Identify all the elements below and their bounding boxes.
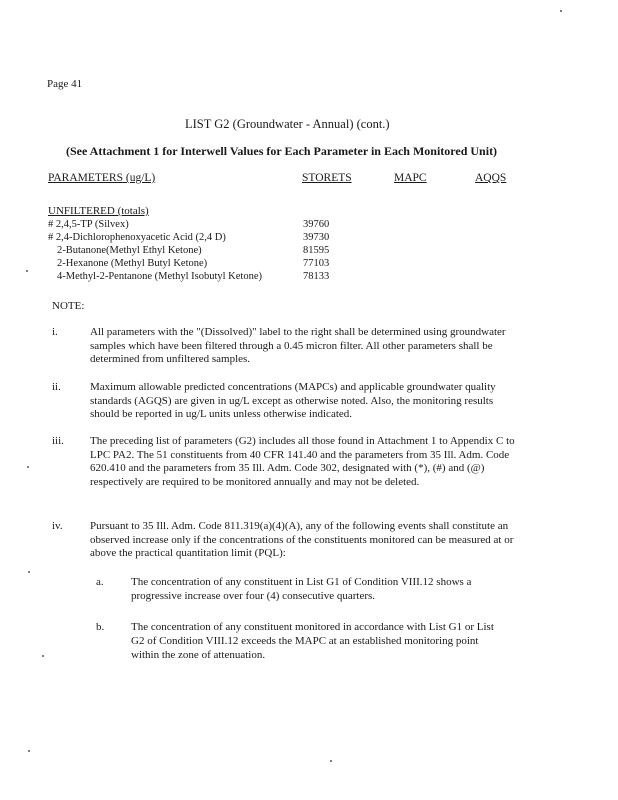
list-title: LIST G2 (Groundwater - Annual) (cont.) bbox=[185, 117, 390, 131]
note-marker: iv. bbox=[52, 520, 63, 532]
page-number: Page 41 bbox=[47, 78, 83, 90]
note-item bbox=[52, 381, 532, 423]
column-header-parameters: PARAMETERS (ug/L) bbox=[48, 172, 156, 184]
parameter-name: # 2,4,5-TP (Silvex) bbox=[48, 219, 129, 230]
scan-speck bbox=[42, 655, 44, 657]
scan-speck bbox=[28, 750, 30, 752]
sub-marker: a. bbox=[96, 576, 104, 588]
note-text: Maximum allowable predicted concentrations (MAPCs) and applicable groundwater quality standards (AGQS) are given in ug/L except as otherwise noted. Also, the monitoring results should be reported in ug/L units unless otherwise indicated. bbox=[90, 381, 496, 420]
storet-code: 39730 bbox=[303, 232, 330, 243]
note-text: The preceding list of parameters (G2) includes all those found in Attachment 1 to Appendix C to LPC PA2. The 51 constituents from 40 CFR 141.40 and the parameters from 35 Ill. Adm. Code 620.410 and the parameters from 35 Ill. Adm. Code 302, designated with (*), (#) and (@) respectively are required to be monitored annually and may not be deleted. bbox=[90, 435, 515, 488]
note-text: All parameters with the "(Dissolved)" label to the right shall be determined using groundwater samples which have been filtered through a 0.45 micron filter. All other parameters shall be determined from unfiltered samples. bbox=[90, 326, 506, 365]
note-item bbox=[52, 520, 532, 562]
note-item bbox=[52, 326, 532, 368]
table-row bbox=[57, 258, 357, 271]
table-row bbox=[57, 245, 357, 258]
note-marker: iii. bbox=[52, 435, 64, 447]
sub-marker: b. bbox=[96, 621, 105, 633]
scan-speck bbox=[26, 270, 28, 272]
storet-code: 81595 bbox=[303, 245, 330, 256]
sub-text: The concentration of any constituent monitored in accordance with List G1 or List G2 of Condition VIII.12 exceeds the MAPC at an established monitoring point within the zone of attenuation. bbox=[131, 621, 494, 661]
parameter-name: 4-Methyl-2-Pentanone (Methyl Isobutyl Ketone) bbox=[57, 271, 262, 282]
note-item bbox=[52, 435, 532, 505]
scan-speck bbox=[560, 10, 562, 12]
storet-code: 78133 bbox=[303, 271, 330, 282]
scan-speck bbox=[330, 760, 332, 762]
section-label-unfiltered: UNFILTERED (totals) bbox=[48, 205, 149, 217]
storet-code: 77103 bbox=[303, 258, 330, 269]
column-header-storets: STORETS bbox=[302, 172, 352, 184]
table-row bbox=[48, 219, 348, 232]
parameter-name: 2-Hexanone (Methyl Butyl Ketone) bbox=[57, 258, 208, 269]
column-header-aqqs: AQQS bbox=[475, 172, 507, 184]
scan-speck bbox=[27, 466, 29, 468]
table-row bbox=[57, 271, 357, 284]
note-heading: NOTE: bbox=[52, 300, 85, 312]
parameter-name: 2-Butanone(Methyl Ethyl Ketone) bbox=[57, 245, 202, 256]
parameter-name: # 2,4-Dichlorophenoxyacetic Acid (2,4 D) bbox=[48, 232, 226, 243]
table-row bbox=[48, 232, 348, 245]
storet-code: 39760 bbox=[303, 219, 330, 230]
sub-item bbox=[96, 575, 506, 605]
sub-item bbox=[96, 620, 506, 664]
note-marker: ii. bbox=[52, 381, 61, 393]
note-text: Pursuant to 35 Ill. Adm. Code 811.319(a)(4)(A), any of the following events shall constitute an observed increase only if the concentrations of the constituents monitored can be measured at or above the practical quantitation limit (PQL): bbox=[90, 520, 514, 559]
note-marker: i. bbox=[52, 326, 58, 338]
list-subtitle: (See Attachment 1 for Interwell Values for Each Parameter in Each Monitored Unit) bbox=[66, 144, 498, 158]
column-header-mapc: MAPC bbox=[394, 172, 427, 184]
scan-speck bbox=[28, 571, 30, 573]
sub-text: The concentration of any constituent in List G1 of Condition VIII.12 shows a progressive increase over four (4) consecutive quarters. bbox=[131, 576, 472, 602]
